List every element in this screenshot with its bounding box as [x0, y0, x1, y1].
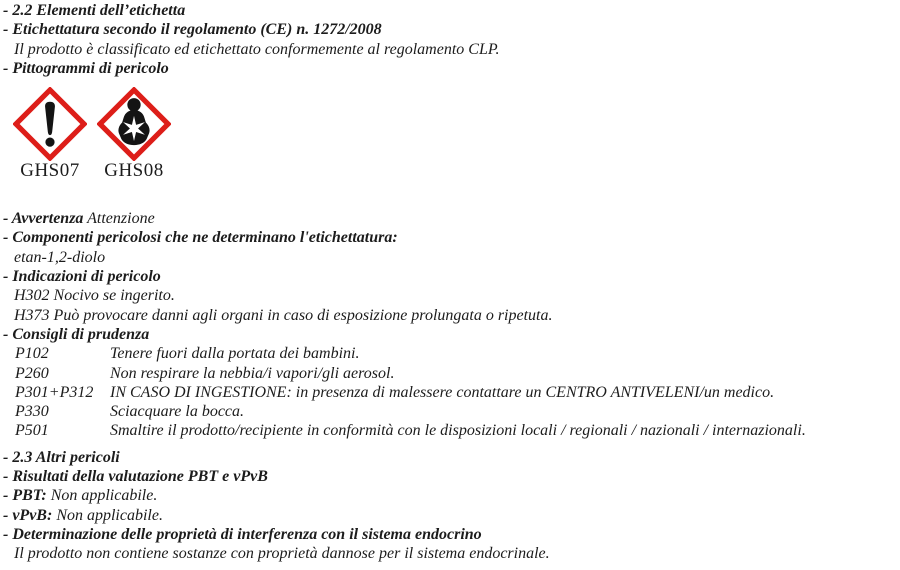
text-segment-bold: - Indicazioni di pericolo [3, 268, 161, 286]
text-segment-bold: - Determinazione delle proprietà di interferenza con il sistema endocrino [3, 525, 482, 543]
text-segment: Attenzione [83, 210, 155, 228]
p-phrase-text: Tenere fuori dalla portata dei bambini. [110, 345, 360, 363]
text-line [3, 59, 900, 78]
pictogram-label-ghs08: GHS08 [104, 160, 164, 182]
pictogram-label-ghs07: GHS07 [20, 160, 80, 182]
text-segment: H302 Nocivo se ingerito. [14, 287, 175, 305]
text-segment-bold: - Avvertenza [3, 210, 84, 228]
text-segment-bold: - Pittogrammi di pericolo [3, 59, 169, 77]
p-phrase-text: Sciacquare la bocca. [110, 403, 245, 421]
text-segment: Il prodotto è classificato ed etichettato conformemente al regolamento CLP. [14, 40, 500, 58]
text-line [3, 467, 900, 486]
text-line [3, 383, 900, 402]
text-line [3, 525, 900, 544]
ghs08-health-hazard-icon [97, 87, 171, 161]
p-phrase-text: IN CASO DI INGESTIONE: in presenza di malessere contattare un CENTRO ANTIVELENI/un medico. [110, 383, 775, 401]
text-segment-bold: - 2.2 Elementi dell’etichetta [3, 2, 186, 19]
p-phrase-code: P501 [15, 422, 49, 440]
text-line [3, 344, 900, 363]
pictogram-ghs08 [96, 87, 172, 180]
text-line [3, 1, 900, 20]
p-phrase-text: Non respirare la nebbia/i vapori/gli aerosol. [110, 364, 395, 382]
p-phrase-text: Smaltire il prodotto/recipiente in conformità con le disposizioni locali / regionali / nazionali / internazionali. [110, 422, 806, 440]
text-line [3, 364, 900, 383]
text-line [3, 486, 900, 505]
text-line [3, 267, 900, 286]
pictogram-ghs07 [12, 87, 88, 180]
text-line [3, 402, 900, 421]
text-segment: etan-1,2-diolo [14, 248, 106, 266]
label-elements-section [3, 1, 900, 78]
p-phrase-code: P102 [15, 345, 49, 363]
text-line [3, 248, 900, 267]
hazard-statements-section [3, 209, 900, 441]
text-segment: Il prodotto non contiene sostanze con proprietà dannose per il sistema endocrinale. [14, 545, 550, 563]
text-segment: Non applicabile. [52, 506, 163, 524]
text-line [3, 40, 900, 59]
text-segment-bold: - 2.3 Altri pericoli [3, 448, 120, 466]
p-phrase-code: P260 [15, 364, 49, 382]
text-segment-bold: - Consigli di prudenza [3, 325, 150, 343]
hazard-pictograms-row [3, 87, 900, 180]
text-segment-bold: - vPvB: [3, 506, 53, 524]
text-line [3, 544, 900, 563]
p-phrase-code: P301+P312 [15, 383, 94, 401]
p-phrase-code: P330 [15, 403, 49, 421]
other-hazards-section [3, 448, 900, 564]
text-segment-bold: - Etichettatura secondo il regolamento (CE) n. 1272/2008 [3, 21, 382, 39]
text-segment: Non applicabile. [46, 487, 158, 505]
text-segment: H373 Può provocare danni agli organi in caso di esposizione prolungata o ripetuta. [14, 306, 553, 324]
text-segment-bold: - Componenti pericolosi che ne determinano l'etichettatura: [3, 229, 398, 247]
text-segment-bold: - Risultati della valutazione PBT e vPvB [3, 468, 268, 486]
text-line [3, 286, 900, 305]
text-segment-bold: - PBT: [3, 487, 47, 505]
text-line [3, 421, 900, 440]
text-line [3, 306, 900, 325]
text-line [3, 209, 900, 228]
text-line [3, 506, 900, 525]
text-line [3, 228, 900, 247]
text-line [3, 20, 900, 39]
ghs07-exclamation-icon [13, 87, 87, 161]
text-line [3, 325, 900, 344]
text-line [3, 448, 900, 467]
